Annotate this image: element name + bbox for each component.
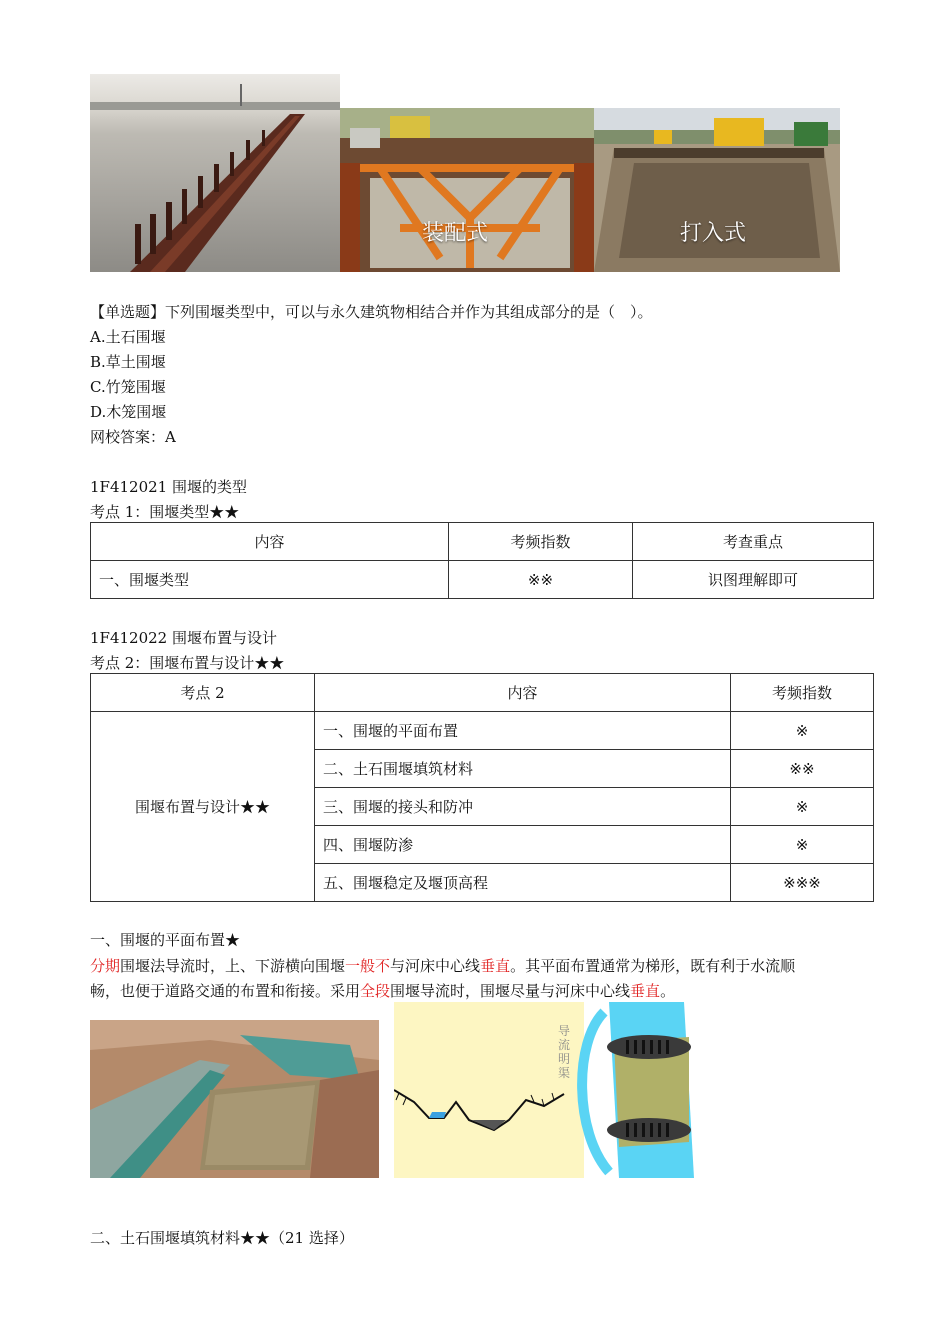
text-segment: 围堰法导流时，上、下游横向围堰	[120, 957, 346, 975]
text-segment: 。其平面布置通常为梯形，既有利于水流顺	[510, 957, 796, 975]
highlight-phased: 分期	[90, 957, 121, 975]
sheet-pile-photo	[90, 74, 340, 272]
header-content: 内容	[91, 523, 449, 561]
row-3-content: 三、围堰的接头和防冲	[315, 788, 731, 826]
header-frequency: 考频指数	[731, 674, 874, 712]
highlight-perpendicular-2: 垂直	[630, 982, 661, 1000]
section2-code: 1F412022 围堰布置与设计	[90, 629, 277, 647]
section2-point: 考点 2：围堰布置与设计★★	[90, 654, 285, 672]
option-c: C.竹笼围堰	[90, 378, 166, 396]
layout-heading: 一、围堰的平面布置★	[90, 931, 241, 949]
driven-cofferdam-photo	[594, 108, 840, 272]
row-1-content: 一、围堰的平面布置	[315, 712, 731, 750]
highlight-full-section: 全段	[360, 982, 391, 1000]
row-5-content: 五、围堰稳定及堰顶高程	[315, 864, 731, 902]
highlight-perpendicular: 垂直	[480, 957, 511, 975]
row-5-frequency: ※※※	[731, 864, 874, 902]
row-4-content: 四、围堰防渗	[315, 826, 731, 864]
row-2-frequency: ※※	[731, 750, 874, 788]
highlight-generally-not: 一般不	[345, 957, 391, 975]
header-point: 考点 2	[91, 674, 315, 712]
section1-table	[90, 522, 874, 599]
layout-paragraph-line-2	[90, 980, 675, 1002]
section2-table	[90, 673, 874, 902]
text-segment: 。	[660, 982, 676, 1000]
header-frequency: 考频指数	[449, 523, 633, 561]
option-a: A.土石围堰	[90, 328, 166, 346]
option-b: B.草土围堰	[90, 353, 166, 371]
header-content: 内容	[315, 674, 731, 712]
question-stem: 【单选题】下列围堰类型中，可以与永久建筑物相结合并作为其组成部分的是（ ）。	[90, 303, 653, 321]
section1-code: 1F412021 围堰的类型	[90, 478, 247, 496]
group-cell: 围堰布置与设计★★	[91, 712, 315, 902]
row-focus: 识图理解即可	[633, 561, 874, 599]
next-section-heading: 二、土石围堰填筑材料★★（21 选择）	[90, 1229, 354, 1247]
row-2-content: 二、土石围堰填筑材料	[315, 750, 731, 788]
row-4-frequency: ※	[731, 826, 874, 864]
option-d: D.木笼围堰	[90, 403, 167, 421]
caption-driven: 打入式	[680, 221, 747, 246]
row-3-frequency: ※	[731, 788, 874, 826]
section1-point: 考点 1：围堰类型★★	[90, 503, 240, 521]
header-focus: 考查重点	[633, 523, 874, 561]
row-1-frequency: ※	[731, 712, 874, 750]
assembled-cofferdam-photo	[340, 108, 594, 272]
layout-paragraph-line-1	[90, 955, 795, 977]
row-content: 一、围堰类型	[91, 561, 449, 599]
aerial-cofferdam-photo	[90, 1020, 379, 1178]
text-segment: 与河床中心线	[390, 957, 481, 975]
answer: 网校答案：A	[90, 428, 176, 446]
diversion-channel-label: 导流明渠	[558, 1024, 571, 1080]
text-segment: 畅，也便于道路交通的布置和衔接。采用	[90, 982, 361, 1000]
caption-assembled: 装配式	[422, 221, 489, 246]
row-frequency: ※※	[449, 561, 633, 599]
text-segment: 围堰导流时，围堰尽量与河床中心线	[390, 982, 631, 1000]
diversion-channel-diagram	[394, 1002, 694, 1178]
